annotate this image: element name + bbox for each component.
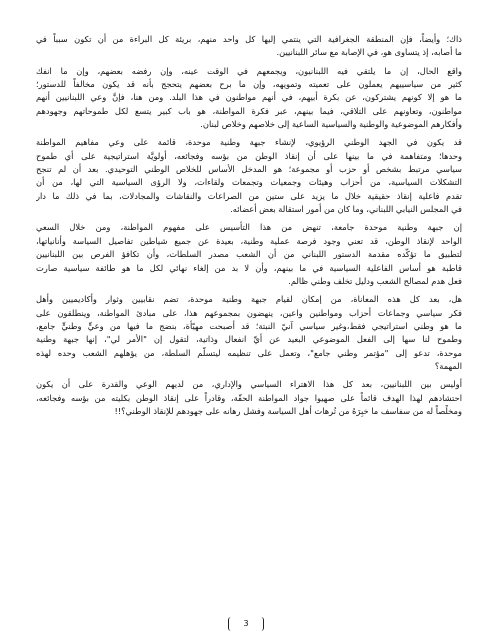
text-line: احتشادهم لهذا الهدف قائماً على صهيوا جواد المواطنة الحقّة، وقادراً على إنقاذ الوطن بكليته من بؤسه وفجائعه، <box>36 392 462 403</box>
text-line: ما هو إلا كونهم يشتركون، عن بكرة أبيهم، في أنهم مواطنون في هذا البلد. ومن هنا، فإنَّ وعي اللبنانيين أنهم <box>36 92 462 103</box>
text-line: الواحد لإنقاذ الوطن، قد تعني وجود فرصة عملية وطنية، بعيدة عن جميع شياطين تفاصيل السياسة وأنانياتها، <box>36 235 462 246</box>
text-line: هل، بعد كل هذه المعاناة، من إمكان لقيام جبهة وطنية موحدة، تضم نقابيين وثوار وأكاديميين وأهل <box>36 294 462 305</box>
text-line: التشكلات السياسية، من أحزاب وهيئات وجمعيات وتجمعات ولقاءات، ولا الرؤى السياسية التي لها، من أن <box>36 177 462 188</box>
text-line: مواطنون، وتعاونهم على التلاقي، فيما بينهم، عبر فكرة المواطنة، هو باب كبير يتسع لكل طموحاتهم وجهودهم <box>36 105 462 116</box>
text-line: سياسي مرتبط بشخص أو حزب أو مجموعة؛ هو المدخل الأساس للخلاص الوطني التوحيدي. بعد أن لم تنجح <box>36 164 462 175</box>
document-body <box>36 33 462 423</box>
paragraph <box>36 293 462 373</box>
text-line: وحدها؛ ومتفاهمة في ما بينها على أن إنقاذ الوطن من بؤسه وفجائعه، أولويَّة استراتيجية على أي طموح <box>36 150 462 161</box>
text-line: في المجلس النيابي اللبناني، وما كان من أمور استقالة بعض أعضائه. <box>230 204 462 215</box>
page-number: 3 <box>228 617 264 631</box>
text-line: ذاك؛ وأيضاً، فإن المنطقة الجغرافية التي ينتمي إليها كل واحد منهم، بريئة كل البراءة من أن تكون سبباً في <box>36 34 462 44</box>
text-line: ما هو وطني استراتيجي فقط،وغير سياسي آنيّ النبتة؛ قد أصبحت مهيّأة، بنضج ما فيها من وعيٍّ وطنيٍّ جامع، <box>36 320 462 331</box>
text-line: لتطبيق ما تؤكّده مقدمة الدستور اللبناني من أن الشعب مصدر السلطات، وأن تكافؤ الفرص بين اللبنانيين <box>36 249 462 260</box>
text-line: أوليس بين اللبنانيين، بعد كل هذا الاهتراء السياسي والإداري، من لديهم الوعي والقدرة على أن يكون <box>36 379 462 390</box>
text-line: ومخلِّصاً له من سفاسف ما خبِرَهُ من تُرهات أهل السياسة وفشل رهانه على جهودهم للإنقاذ الوطني؟!! <box>114 405 462 416</box>
text-line: ما أصابه، إذ يتساوى هو، في الإصابة مع سائر اللبنانيين. <box>276 47 462 58</box>
text-line: كثير من سياسييهم يعملون على تعميته وتمويهه، وإن ما برح بعضهم يتحجج بأنه قد يكون مخالفاً للدستور؛ <box>36 79 462 90</box>
paragraph <box>36 378 462 418</box>
text-line: وأفكارهم الموضوعية والوطنية والسياسية الساعية إلى خلاصهم وخلاص لبنان. <box>200 119 462 130</box>
paragraph <box>36 221 462 288</box>
text-line: قاطبة هو أساس الفاعلية السياسية في ما بينهم، وأن لا بد من إلغاء نهائي لكل ما هو طائفة سياسية صارت <box>36 262 462 273</box>
text-line: فكر سياسي وجماعات أحزاب ومواطنين واعين، ينهضون بمجموعهم هذا، على مبادئ المواطنة، وينطلقون على <box>36 307 462 318</box>
text-line: قد يكون في الجهد الوطني الرؤيوي، لإنشاء جبهة وطنية موحدة، قائمة على وعي مفاهيم المواطنة <box>36 137 462 148</box>
paragraph <box>36 136 462 216</box>
text-line: فعل هدم لمصالح الشعب ودليل تخلف وطني ظالم. <box>288 275 462 286</box>
text-line: تقدم فاعلية إنقاذ حقيقية خلال ما يزيد على ستين من الصراعات والنقاشات والمجادلات، بما في ذلك ما دار <box>36 190 462 201</box>
text-line: إن جبهة وطنية موحدة جامعة، تنهض من هذا التأسيس على مفهوم المواطنة، ومن خلال السعي <box>36 222 462 233</box>
paragraph <box>36 65 462 132</box>
text-line: واقع الحال، إن ما يلتقي فيه اللبنانيون، ويجمعهم في الوقت عينه، وإن رفضه بعضهم، وإن ما انفك <box>36 65 462 76</box>
text-line: المهمة؟ <box>434 360 462 371</box>
text-line: وطموح لنا سها إلى الفعل الموضوعي البعيد عن أيِّ انفعال وذاتية، لتقول إن "الأمر لي"، إنها جبهة وطنية <box>36 334 462 345</box>
paragraph <box>36 33 462 60</box>
text-line: موحدة، تدعو إلى "مؤتمر وطني جامع"، وتعمل على تنظيمه ليتسلّم السلطة، من يؤهلهم الشعب وحده لهذه <box>36 347 462 358</box>
